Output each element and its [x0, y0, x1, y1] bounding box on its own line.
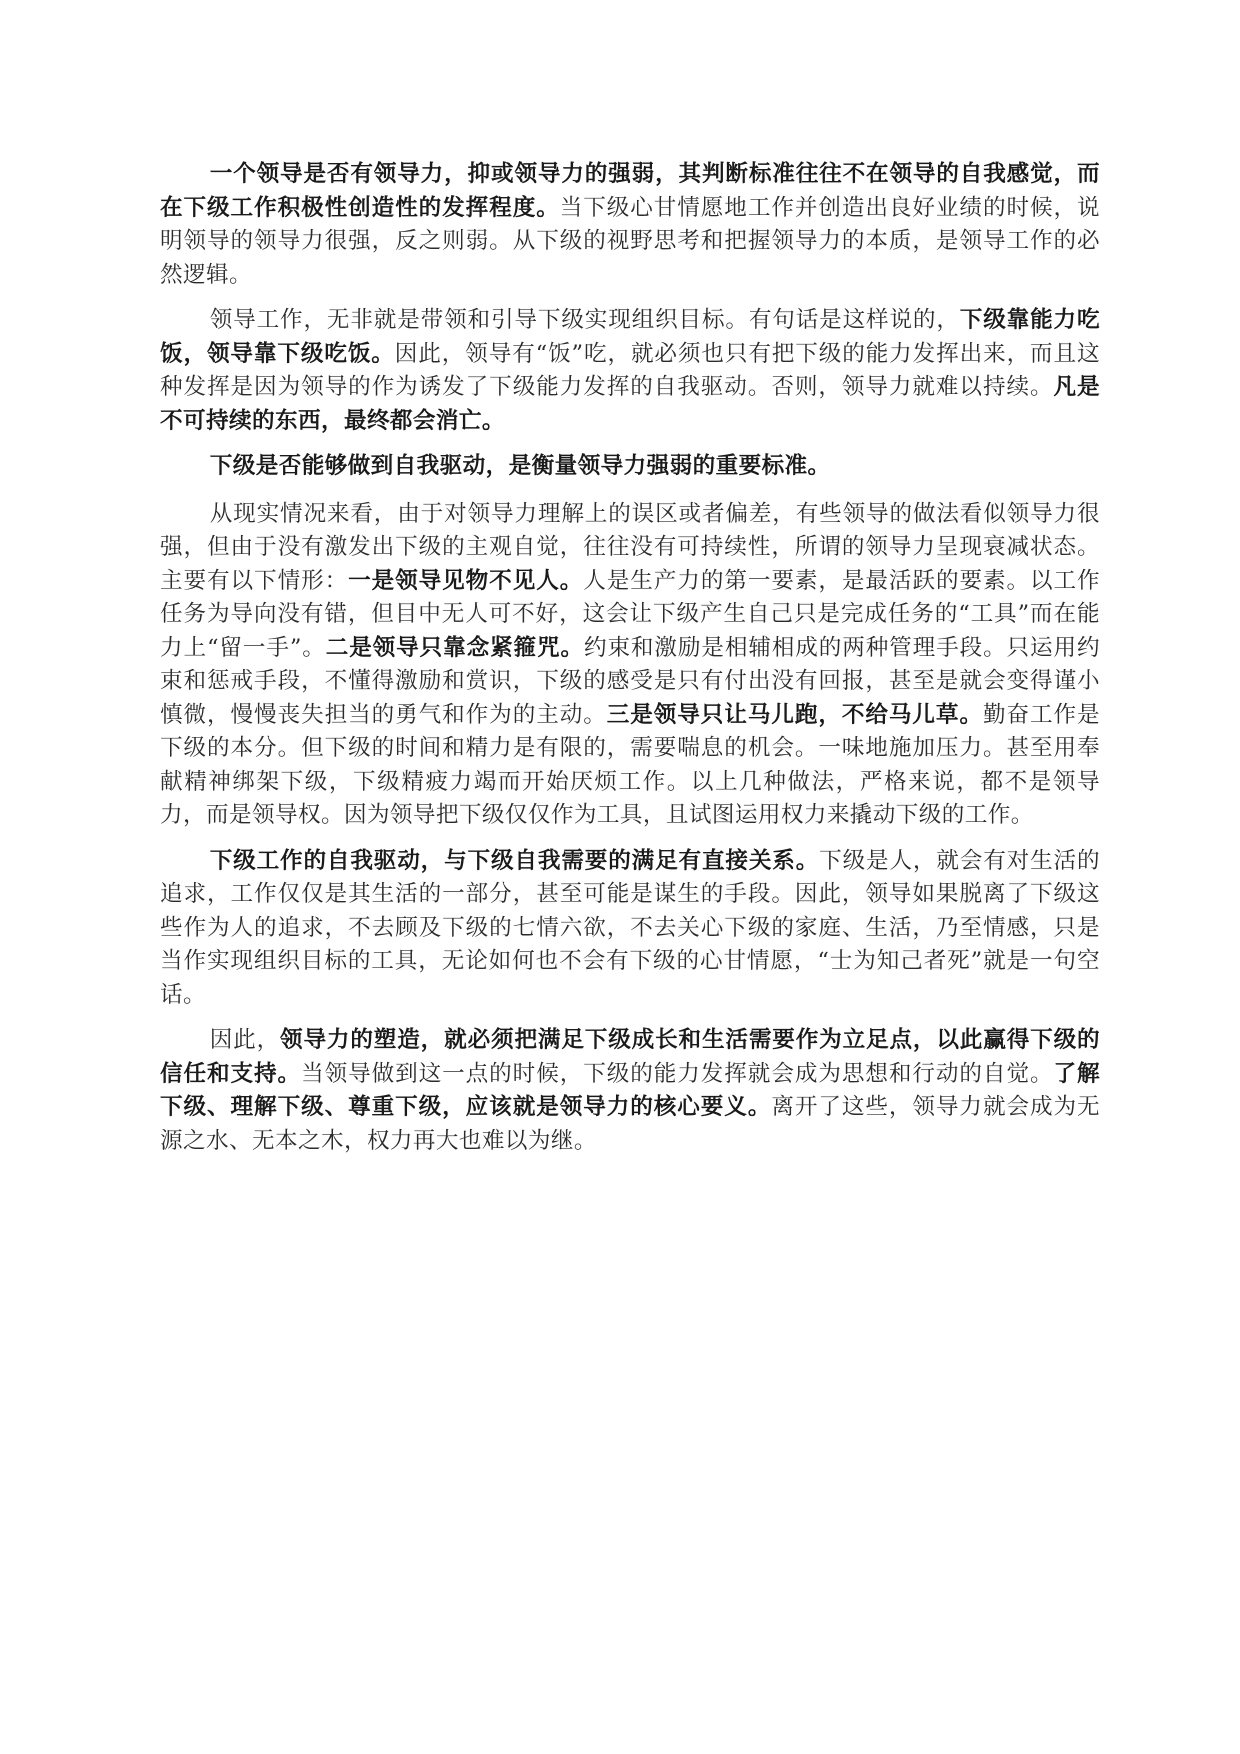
body-text: 离开了这些，领导力就会成为无源之水、无本之木，权力再大也难以为继。: [160, 1094, 1100, 1154]
article-body: [160, 158, 1100, 1170]
emphasis-text: 二是领导只靠念紧箍咒。: [325, 634, 584, 661]
emphasis-text: 一是领导见物不见人。: [348, 567, 584, 594]
body-text: 从现实情况来看，由于对领导力理解上的误区或者偏差，有些领导的做法看似领导力很强，但由于没有激发出下级的主观自觉，往往没有可持续性，所谓的领导力呈现衰减状态。主要有以下情形：: [160, 500, 1100, 594]
body-text: 约束和激励是相辅相成的两种管理手段。只运用约束和惩戒手段，不懂得激励和赏识，下级的感受是只有付出没有回报，甚至是就会变得谨小慎微，慢慢丧失担当的勇气和作为的主动。: [160, 634, 1100, 728]
emphasis-text: 下级工作的自我驱动，与下级自我需要的满足有直接关系。: [209, 847, 820, 874]
paragraph-3: [160, 450, 1100, 484]
body-text: 当下级心甘情愿地工作并创造出良好业绩的时候，说明领导的领导力很强，反之则弱。从下级的视野思考和把握领导力的本质，是领导工作的必然逻辑。: [160, 194, 1100, 288]
body-text: 下级是人，就会有对生活的追求，工作仅仅是其生活的一部分，甚至可能是谋生的手段。因此，领导如果脱离了下级这些作为人的追求，不去顾及下级的七情六欲，不去关心下级的家庭、生活，乃至情感，只是当作实现组织目标的工具，无论如何也不会有下级的心甘情愿，“士为知己者死”就是一句空话。: [160, 847, 1100, 1008]
emphasis-text: 凡是不可持续的东西，最终都会消亡。: [160, 374, 1100, 434]
body-text: 人是生产力的第一要素，是最活跃的要素。以工作任务为导向没有错，但目中无人可不好，这会让下级产生自己只是完成任务的“工具”而在能力上“留一手”。: [160, 567, 1101, 661]
emphasis-text: 下级靠能力吃饭，领导靠下级吃饭。: [160, 307, 1100, 367]
body-text: 因此，领导有“饭”吃，就必须也只有把下级的能力发挥出来，而且这种发挥是因为领导的作为诱发了下级能力发挥的自我驱动。否则，领导力就难以持续。: [160, 340, 1100, 400]
emphasis-text: 下级是否能够做到自我驱动，是衡量领导力强弱的重要标准。: [209, 453, 831, 479]
body-text: 当领导做到这一点的时候，下级的能力发挥就会成为思想和行动的自觉。: [301, 1060, 1054, 1087]
body-text: 领导工作，无非就是带领和引导下级实现组织目标。有句话是这样说的，: [209, 307, 960, 333]
body-text: 勤奋工作是下级的本分。但下级的时间和精力是有限的，需要喘息的机会。一味地施加压力。甚至用奉献精神绑架下级，下级精疲力竭而开始厌烦工作。以上几种做法，严格来说，都不是领导力，而是领导权。因为领导把下级仅仅作为工具，且试图运用权力来撬动下级的工作。: [160, 701, 1100, 828]
emphasis-text: 了解下级、理解下级、尊重下级，应该就是领导力的核心要义。: [160, 1060, 1100, 1120]
emphasis-text: 一个领导是否有领导力，抑或领导力的强弱，其判断标准往往不在领导的自我感觉，而在下级工作积极性创造性的发挥程度。: [160, 161, 1100, 221]
body-text: 因此，: [209, 1027, 281, 1053]
paragraph-2: [160, 304, 1100, 438]
paragraph-6: [160, 1024, 1100, 1158]
paragraph-5: [160, 845, 1100, 1013]
paragraph-1: [160, 158, 1100, 292]
emphasis-text: 三是领导只让马儿跑，不给马儿草。: [606, 701, 983, 728]
emphasis-text: 领导力的塑造，就必须把满足下级成长和生活需要作为立足点，以此赢得下级的信任和支持。: [160, 1027, 1101, 1087]
paragraph-4: [160, 498, 1100, 833]
